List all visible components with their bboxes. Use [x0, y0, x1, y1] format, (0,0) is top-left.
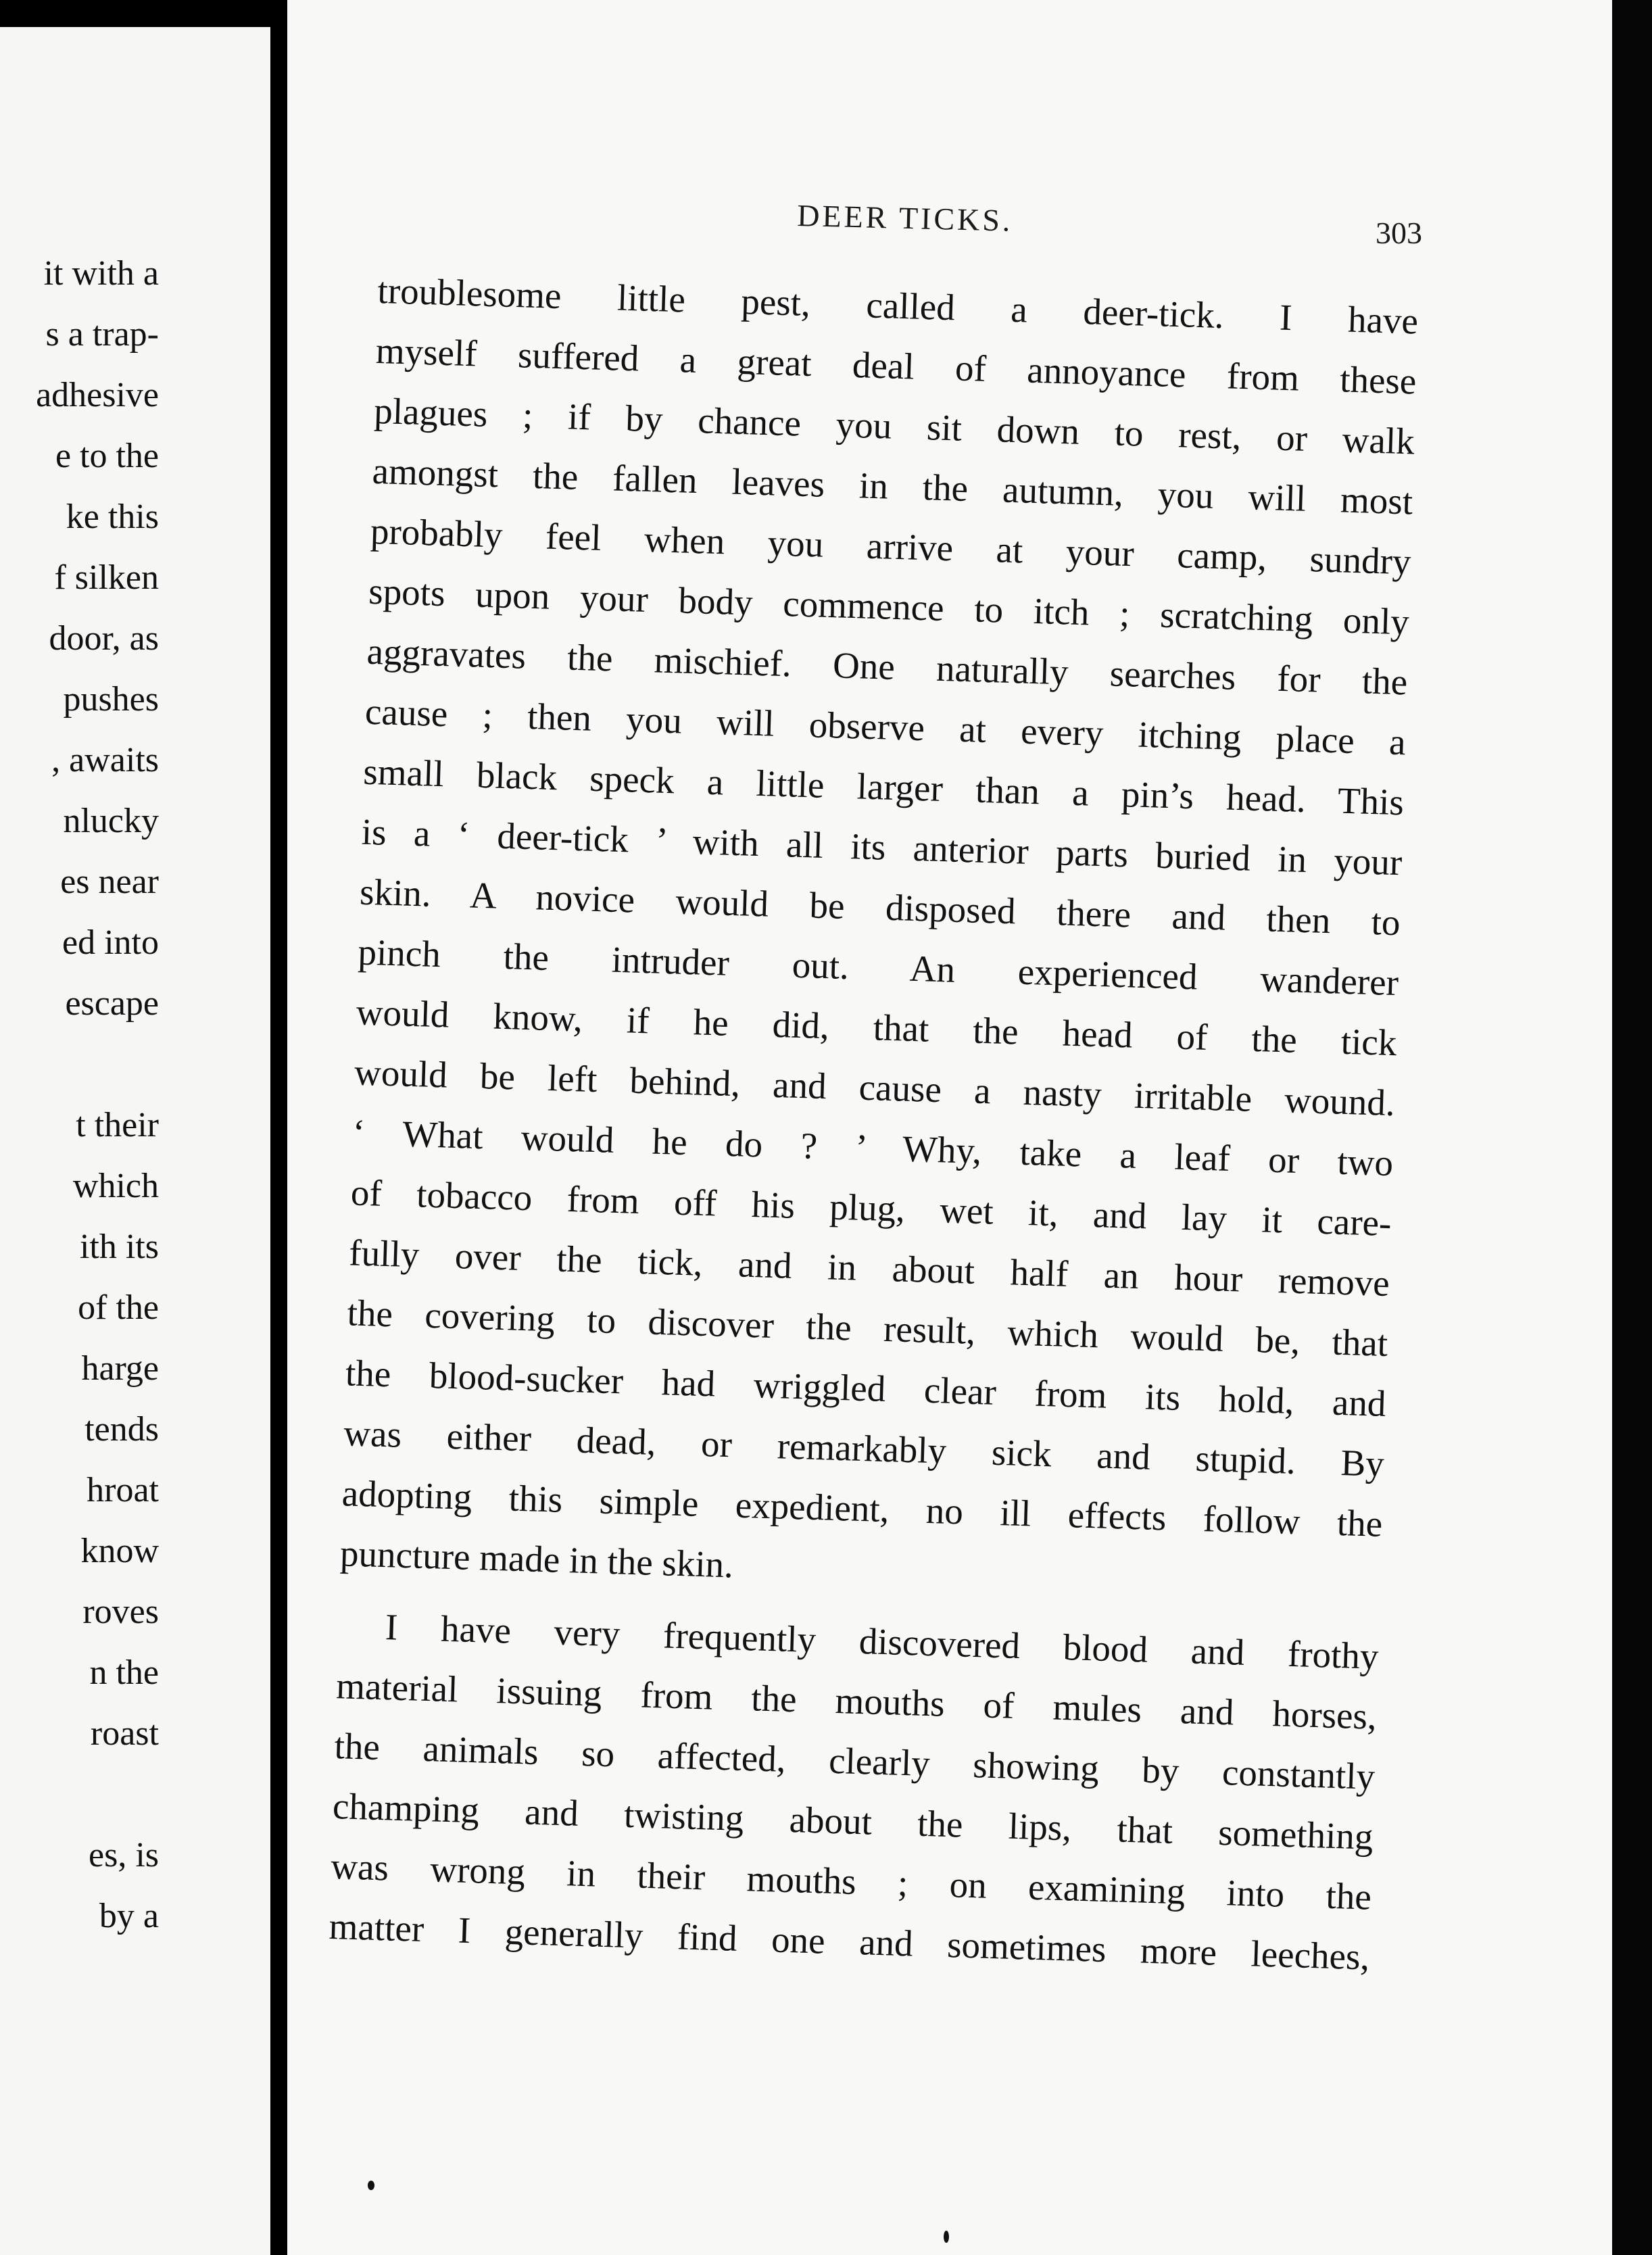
text-line: was either dead, or remarkably sick and stupid. By: [343, 1412, 1385, 1484]
text-line: pinch the intruder out. An experienced wanderer: [357, 931, 1399, 1004]
text-line: probably feel when you arrive at your camp, sundry: [370, 510, 1412, 583]
text-line: troublesome little pest, called a deer-tick. I have: [376, 269, 1419, 342]
text-line: myself suffered a great deal of annoyance from these: [375, 329, 1417, 402]
text-line: is a ‘ deer-tick ’ with all its anterior parts buried in your: [361, 810, 1403, 883]
left-page-line: escape: [65, 984, 159, 1023]
left-page-line: hroat: [87, 1471, 159, 1509]
text-line: skin. A novice would be disposed there and then to: [359, 871, 1401, 944]
left-page-line: , awaits: [51, 741, 159, 779]
text-line: amongst the fallen leaves in the autumn, you will most: [371, 450, 1413, 523]
left-page-line: pushes: [63, 680, 159, 719]
left-page-line: roast: [90, 1714, 159, 1753]
text-line: small black speck a little larger than a pin’s head. This: [362, 750, 1405, 823]
left-page-line: door, as: [49, 619, 159, 658]
text-line: the covering to discover the result, which would be, that: [346, 1292, 1389, 1364]
left-page-line: ed into: [62, 923, 159, 962]
text-line: champing and twisting about the lips, that something: [332, 1785, 1374, 1858]
text-line: adopting this simple expedient, no ill effects follow the: [341, 1472, 1384, 1545]
text-line: cause ; then you will observe at every itching place a: [364, 690, 1407, 763]
left-page-line: n the: [89, 1653, 159, 1692]
right-scan-border: [1612, 0, 1652, 2255]
left-page-line: es, is: [89, 1836, 159, 1874]
ink-speck: [944, 2231, 949, 2243]
left-page-line: ke this: [66, 498, 159, 536]
page-body: [329, 260, 1419, 1987]
left-page-line: which: [72, 1167, 159, 1205]
text-line: matter I generally find one and sometimes more leeches,: [328, 1905, 1371, 1978]
left-page-line: roves: [82, 1593, 159, 1631]
paragraph-1: [339, 260, 1419, 1614]
page-number: 303: [1376, 216, 1422, 250]
text-line: ‘ What would he do ? ’ Why, take a leaf or two: [351, 1111, 1394, 1184]
left-page-line: nlucky: [63, 802, 159, 840]
ink-speck: [368, 2181, 374, 2190]
left-page-fragment: [0, 27, 270, 2255]
left-page-line: tends: [84, 1410, 159, 1449]
text-line: fully over the tick, and in about half an hour remove: [348, 1232, 1390, 1305]
text-line: spots upon your body commence to itch ; scratching only: [368, 570, 1410, 643]
left-page-line: ith its: [79, 1228, 159, 1266]
text-line: would be left behind, and cause a nasty irritable wound.: [354, 1051, 1396, 1124]
left-page-line: adhesive: [36, 376, 159, 414]
left-page-line: [0, 1764, 159, 1825]
left-page-line: t their: [76, 1106, 159, 1144]
left-page-line: know: [80, 1532, 159, 1570]
running-head: DEER TICKS.: [796, 197, 1014, 238]
text-line: would know, if he did, that the head of the tick: [356, 991, 1398, 1064]
left-page-line: it with a: [43, 254, 159, 293]
left-page-line: harge: [81, 1349, 159, 1388]
text-line: the animals so affected, clearly showing by constantly: [333, 1725, 1376, 1797]
left-page-line: e to the: [55, 437, 159, 475]
left-page-line: es near: [60, 863, 159, 901]
left-page-line: [0, 1034, 159, 1095]
text-line: was wrong in their mouths ; on examining into the: [330, 1845, 1372, 1918]
paragraph-2: [329, 1595, 1380, 1987]
left-page-line: s a trap-: [45, 315, 159, 354]
text-line: aggravates the mischief. One naturally searches for the: [366, 630, 1409, 703]
text-line: material issuing from the mouths of mules and horses,: [335, 1665, 1378, 1737]
left-page-text: [0, 243, 159, 1947]
text-line: the blood-sucker had wriggled clear from its hold, and: [345, 1352, 1387, 1424]
text-line: plagues ; if by chance you sit down to rest, or walk: [373, 389, 1415, 462]
left-page-line: by a: [99, 1897, 159, 1935]
text-line: puncture made in the skin.: [339, 1532, 734, 1586]
left-page-line: of the: [78, 1288, 159, 1327]
left-page-line: f silken: [54, 558, 159, 597]
text-line: of tobacco from off his plug, wet it, and lay it care-: [350, 1171, 1392, 1244]
text-line: I have very frequently discovered blood and frothy: [385, 1606, 1380, 1677]
